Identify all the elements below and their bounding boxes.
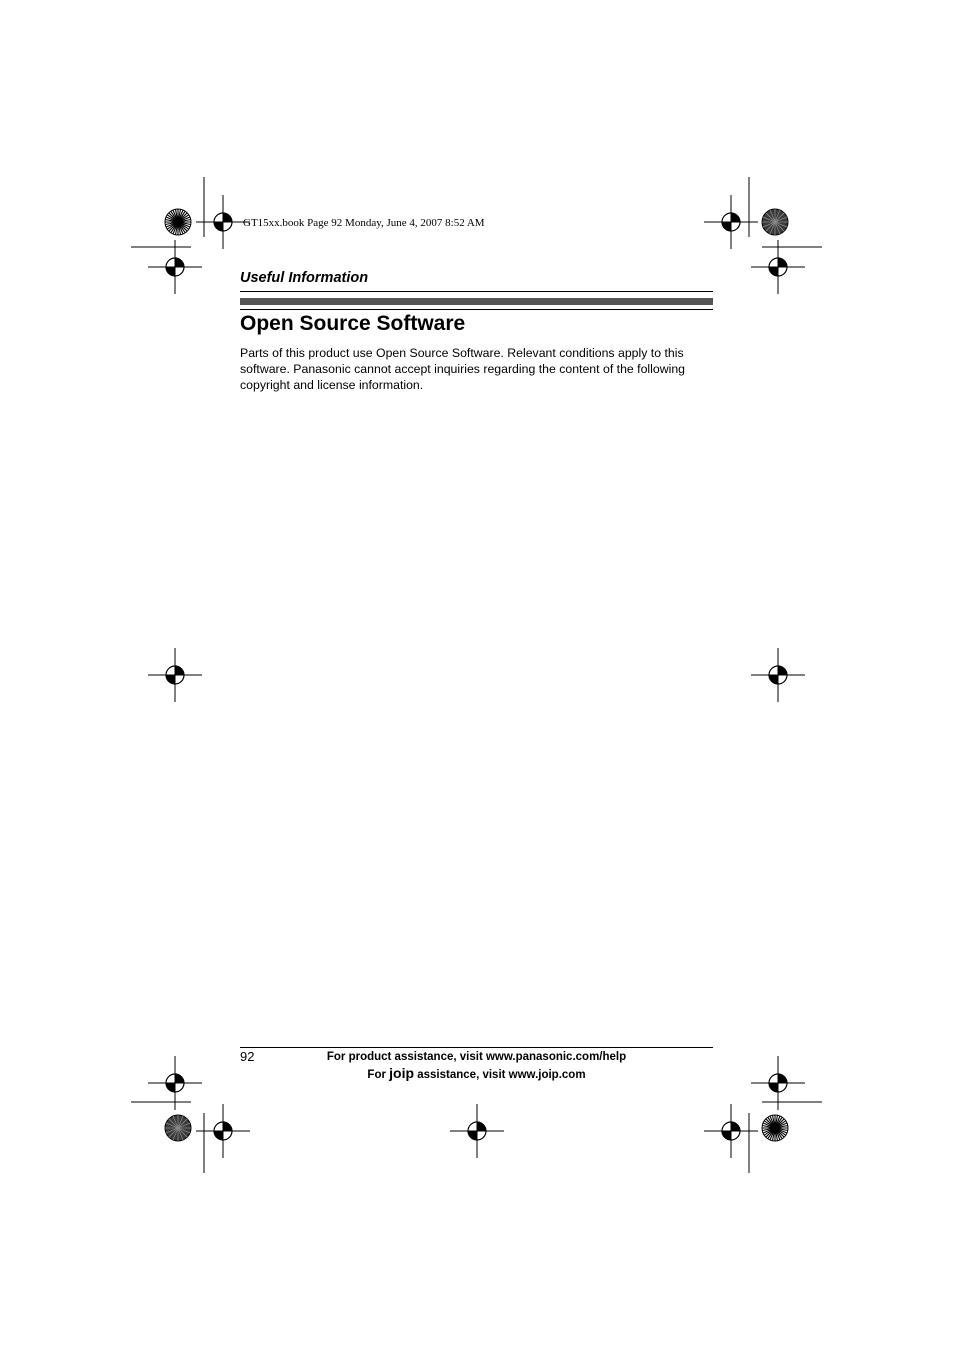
section-label: Useful Information: [240, 270, 369, 286]
footer-assistance: [260, 1049, 693, 1083]
footer-for-text: For: [367, 1069, 386, 1081]
page-number: 92: [240, 1049, 255, 1064]
page-title: Open Source Software: [240, 312, 466, 335]
footer-line-joip: [260, 1065, 693, 1083]
joip-logo: joip: [389, 1065, 415, 1081]
footer-line-panasonic: For product assistance, visit www.panasonic.com/help: [326, 1051, 627, 1063]
header-rule-top: [240, 291, 713, 292]
header-bar: [240, 298, 713, 305]
intro-paragraph: Parts of this product use Open Source Software. Relevant conditions apply to this software. Panasonic cannot accept inquiries regarding the content of the following copyright and license information.: [240, 346, 686, 392]
print-slug-line: GT15xx.book Page 92 Monday, June 4, 2007 8:52 AM: [243, 217, 485, 229]
footer-joip-text: assistance, visit www.joip.com: [417, 1069, 586, 1081]
footer-rule: [240, 1047, 713, 1048]
header-rule-bottom: [240, 309, 713, 310]
